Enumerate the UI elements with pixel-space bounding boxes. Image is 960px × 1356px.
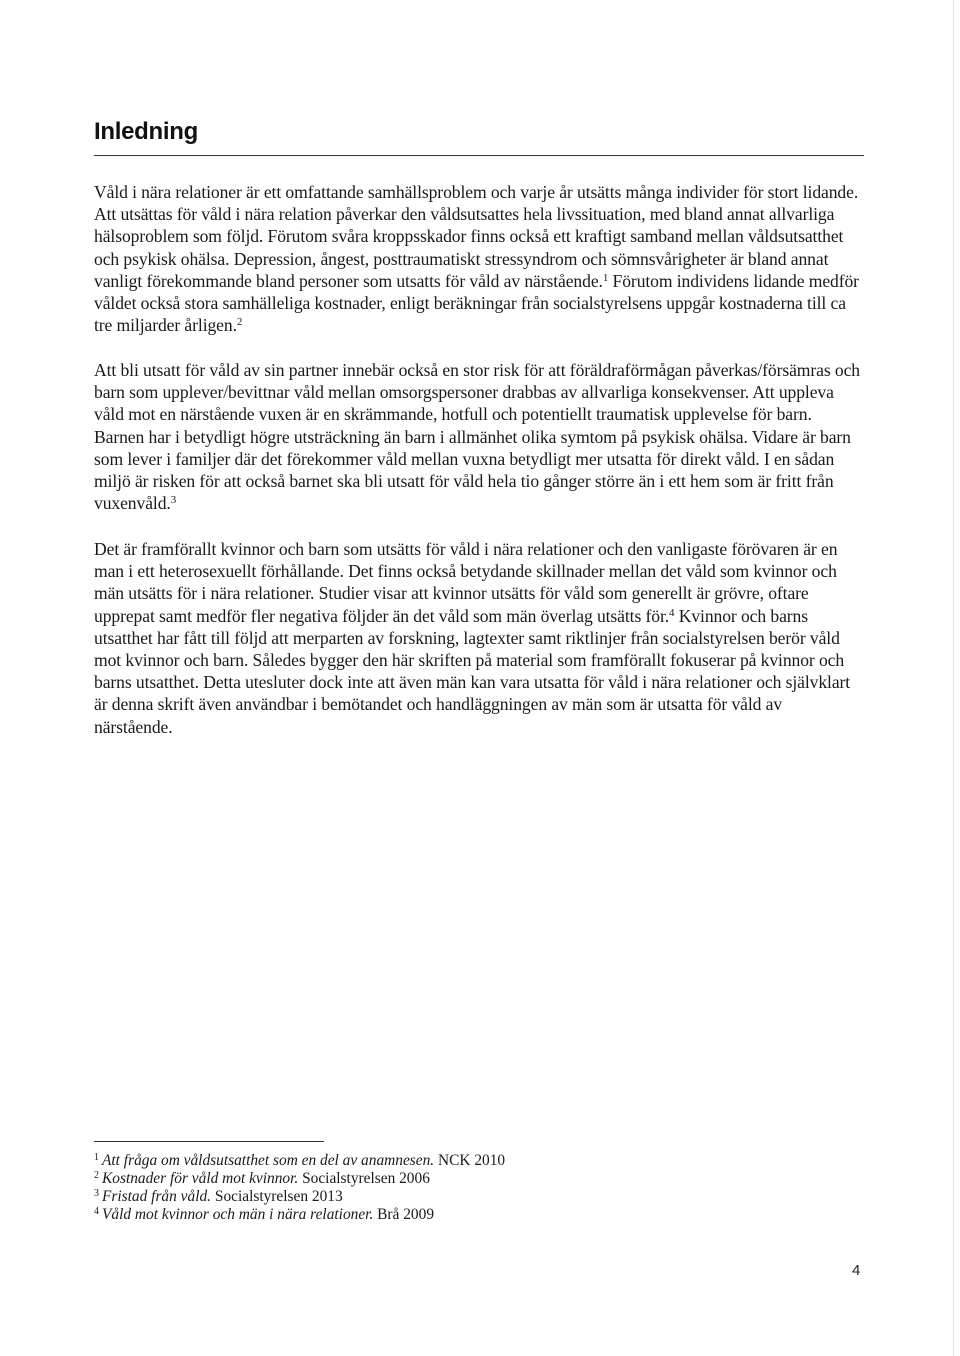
footnote-ref-3: 3	[170, 494, 177, 507]
paragraph-3-text-b: Kvinnor och barns utsatthet har fått till följd att merparten av forskning, lagtexter samt riktlinjer från socialstyrelsen berör våld mot kvinnor och barn. Således bygger den här skriften på material som framförallt fokuserar på kvinnor och barns utsatthet. Detta utesluter dock inte att även män kan vara utsatta för våld i nära relationer och självklart är denna skrift även användbar i bemötandet och handläggningen av män som är utsatta för våld av närstående.	[94, 605, 851, 737]
footnote-number: 4	[94, 1206, 99, 1217]
footnote-title: Våld mot kvinnor och män i nära relationer.	[102, 1206, 374, 1223]
footnote-item	[94, 1170, 694, 1188]
paragraph-3	[94, 538, 864, 738]
footnote-source: Socialstyrelsen 2013	[211, 1188, 343, 1205]
paragraph-1-text-a: Våld i nära relationer är ett omfattande samhällsproblem och varje år utsätts många individer för stort lidande. Att utsättas för våld i nära relation påverkar den våldsutsattes hela livssituation, med bland annat allvarliga hälsoproblem som följd. Förutom svåra kroppsskador finns också ett kraftigt samband mellan våldsutsatthet och psykisk ohälsa. Depression, ångest, posttraumatiskt stressyndrom och sömnsvårigheter är bland annat vanligt förekommande bland personer som utsatts för våld av närstående.	[94, 182, 859, 291]
footnote-title: Kostnader för våld mot kvinnor.	[102, 1170, 299, 1187]
footnote-item	[94, 1206, 694, 1224]
footnote-item	[94, 1188, 694, 1206]
footnote-title: Att fråga om våldsutsatthet som en del av anamnesen.	[102, 1152, 435, 1169]
footnote-source: NCK 2010	[434, 1152, 506, 1169]
paragraph-1-text-b: Förutom individens lidande medför våldet också stora samhälleliga kostnader, enligt beräkningar från socialstyrelsens uppgår kostnaderna till ca tre miljarder årligen.	[94, 270, 859, 336]
footnote-source: Brå 2009	[373, 1206, 435, 1223]
footnote-ref-1: 1	[602, 271, 609, 284]
footnote-number: 1	[94, 1152, 99, 1163]
footnote-list	[94, 1152, 694, 1224]
footnote-item	[94, 1152, 694, 1170]
page-number: 4	[852, 1262, 861, 1279]
heading-rule	[94, 155, 864, 156]
page-title: Inledning	[94, 118, 198, 145]
paragraph-1	[94, 181, 864, 336]
footnote-title: Fristad från våld.	[102, 1188, 212, 1205]
page-edge	[953, 0, 954, 1356]
footnote-source: Socialstyrelsen 2006	[298, 1170, 430, 1187]
paragraph-3-text-a: Det är framförallt kvinnor och barn som utsätts för våld i nära relationer och den vanligaste förövaren är en man i ett heterosexuellt förhållande. Det finns också betydande skillnader mellan det våld som kvinnor och män utsätts för i nära relationer. Studier visar att kvinnor utsätts för våld som generellt är grövre, oftare upprepat samt medför fler negativa följder än det våld som män överlag utsätts för.	[94, 539, 838, 626]
paragraph-2	[94, 359, 864, 514]
footnote-number: 2	[94, 1170, 99, 1181]
footnote-ref-2: 2	[236, 316, 243, 329]
footnote-ref-4: 4	[669, 606, 675, 619]
paragraph-2-text-a: Att bli utsatt för våld av sin partner innebär också en stor risk för att föräldraförmågan påverkas/försämras och barn som upplever/bevittnar våld mellan omsorgspersoner drabbas av allvarliga konsekvenser. Att uppleva våld mot en närstående vuxen är en skrämmande, hotfull och potentiellt traumatisk upplevelse för barn. Barnen har i betydligt högre utsträckning än barn i allmänhet olika symtom på psykisk ohälsa. Vidare är barn som lever i familjer där det förekommer våld mellan vuxna betydligt mer utsatta för direkt våld. I en sådan miljö är risken för att också barnet ska bli utsatt för våld hela tio gånger större än i ett hem som är fritt från vuxenvåld.	[94, 360, 860, 514]
footnote-separator	[94, 1141, 324, 1142]
footnote-number: 3	[94, 1188, 99, 1199]
